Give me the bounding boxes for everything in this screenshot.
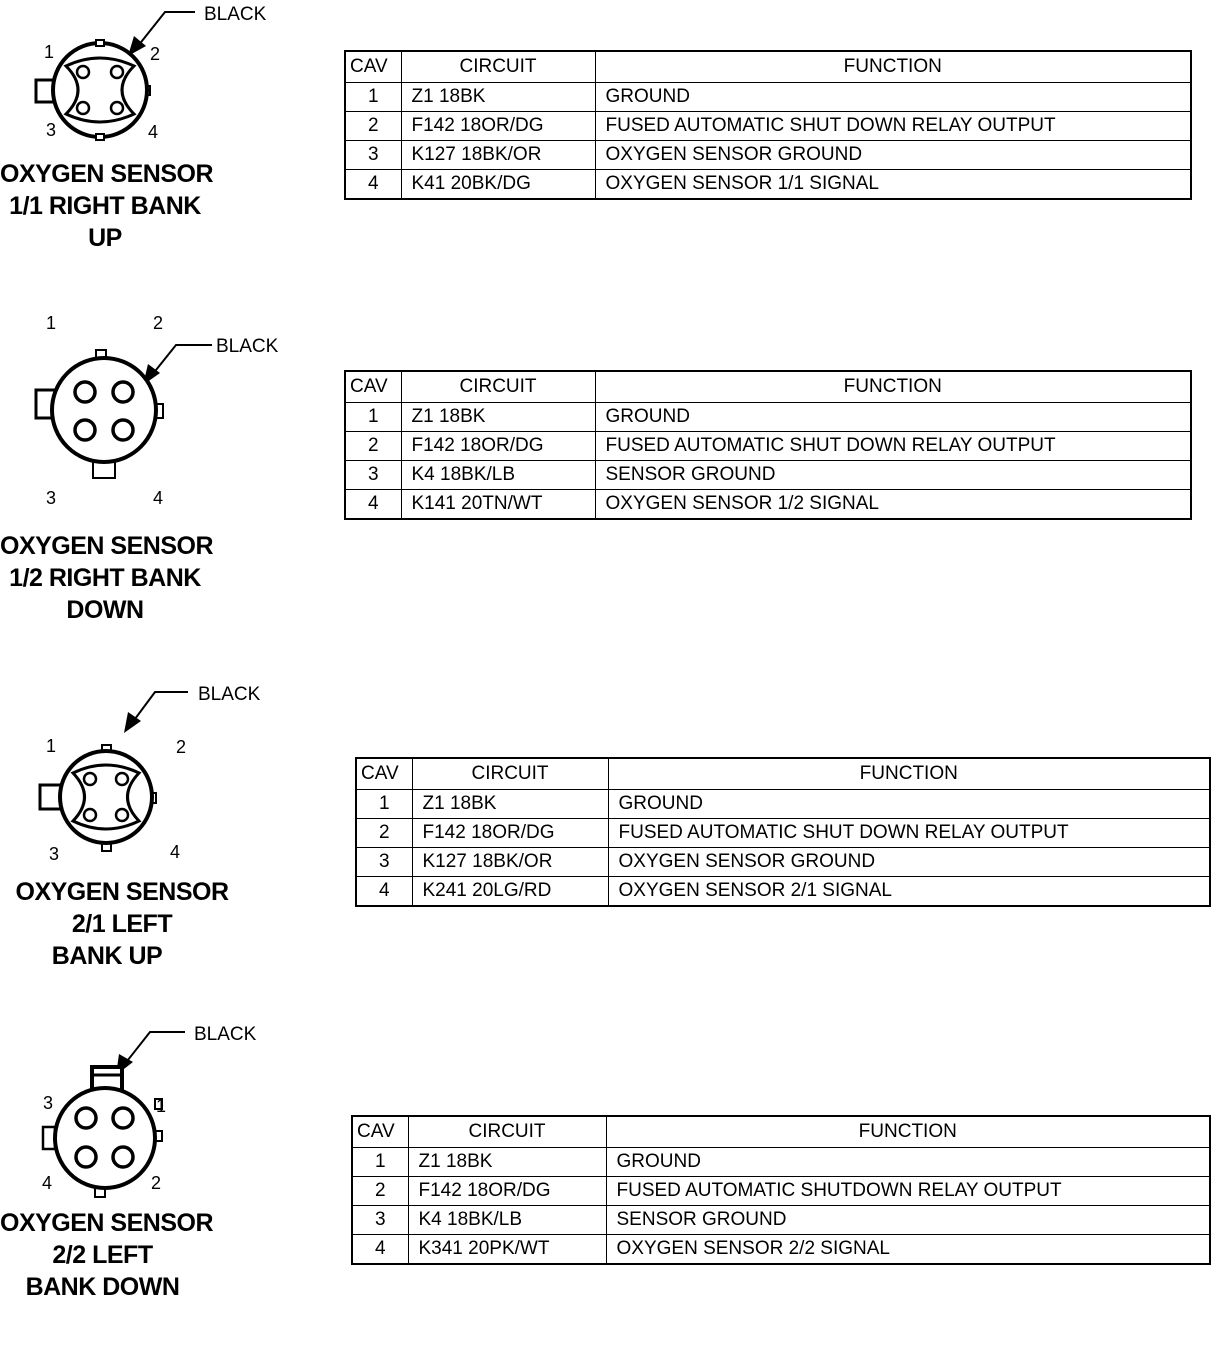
pin-cavity: [111, 66, 123, 78]
color-label: BLACK: [194, 1024, 257, 1045]
table-header-row: [345, 371, 1191, 403]
pinout-table: [344, 370, 1192, 520]
header-function: FUNCTION: [595, 371, 1191, 403]
pin-number: 4: [42, 1173, 53, 1193]
table-row: 4 K41 20BK/DG OXYGEN SENSOR 1/1 SIGNAL: [345, 170, 1191, 200]
pin-number: 3: [49, 844, 60, 864]
header-cav: CAV: [356, 758, 412, 790]
table-row: 3 K127 18BK/OR OXYGEN SENSOR GROUND: [356, 848, 1210, 877]
leader-arrow: [124, 1032, 185, 1065]
connector-title: OXYGEN SENSOR 2/1 LEFT BANK UP: [15, 878, 229, 970]
table-row: 4 K241 20LG/RD OXYGEN SENSOR 2/1 SIGNAL: [356, 877, 1210, 907]
pin-number: 2: [153, 313, 164, 333]
leader-arrow: [138, 12, 195, 46]
pin-cavity: [111, 102, 123, 114]
pin-cavity: [75, 420, 95, 440]
connector-body: [55, 1088, 155, 1188]
pin-cavity: [77, 102, 89, 114]
table-row: 2 F142 18OR/DG FUSED AUTOMATIC SHUT DOWN RELAY OUTPUT: [345, 432, 1191, 461]
table-row: 1 Z1 18BK GROUND: [352, 1148, 1210, 1177]
table-row: 4 K141 20TN/WT OXYGEN SENSOR 1/2 SIGNAL: [345, 490, 1191, 520]
table-row: 1 Z1 18BK GROUND: [345, 403, 1191, 432]
table-row: 1 Z1 18BK GROUND: [356, 790, 1210, 819]
pin-number: 4: [148, 122, 159, 142]
pin-cavity: [76, 1108, 96, 1128]
color-label: BLACK: [216, 336, 279, 357]
header-cav: CAV: [345, 51, 401, 83]
pin-cavity: [76, 1147, 96, 1167]
pin-cavity: [75, 382, 95, 402]
header-circuit: CIRCUIT: [412, 758, 608, 790]
pin-number: 1: [46, 736, 57, 756]
pin-cavity: [77, 66, 89, 78]
pin-number: 4: [153, 488, 164, 508]
connector-diagram: [0, 0, 300, 300]
connector-body: [52, 358, 156, 462]
pin-cavity: [113, 1147, 133, 1167]
pin-number: 3: [46, 488, 57, 508]
pin-cavity: [116, 773, 128, 785]
table-row: 3 K4 18BK/LB SENSOR GROUND: [352, 1206, 1210, 1235]
pin-cavity: [113, 382, 133, 402]
table-header-row: [352, 1116, 1210, 1148]
table-row: 3 K4 18BK/LB SENSOR GROUND: [345, 461, 1191, 490]
pin-number: 1: [156, 1096, 167, 1116]
table-header-row: [345, 51, 1191, 83]
leader-arrow: [132, 692, 188, 723]
connector-1-1-right-bank-up: [0, 0, 300, 300]
header-cav: CAV: [352, 1116, 408, 1148]
pin-number: 2: [151, 1173, 162, 1193]
table-row: 2 F142 18OR/DG FUSED AUTOMATIC SHUT DOWN RELAY OUTPUT: [345, 112, 1191, 141]
table-row: 4 K341 20PK/WT OXYGEN SENSOR 2/2 SIGNAL: [352, 1235, 1210, 1265]
pin-cavity: [84, 809, 96, 821]
connector-title: OXYGEN SENSOR 2/2 LEFT BANK DOWN: [0, 1209, 213, 1301]
header-function: FUNCTION: [606, 1116, 1210, 1148]
header-cav: CAV: [345, 371, 401, 403]
color-label: BLACK: [204, 4, 267, 25]
pin-number: 3: [43, 1093, 54, 1113]
pin-cavity: [113, 1108, 133, 1128]
header-function: FUNCTION: [608, 758, 1210, 790]
connector-title: OXYGEN SENSOR 1/2 RIGHT BANK DOWN: [0, 532, 213, 624]
pin-cavity: [113, 420, 133, 440]
pin-number: 1: [46, 313, 57, 333]
connector-title: OXYGEN SENSOR 1/1 RIGHT BANK UP: [0, 160, 213, 252]
table-row: 1 Z1 18BK GROUND: [345, 83, 1191, 112]
table-header-row: [356, 758, 1210, 790]
pin-cavity: [84, 773, 96, 785]
table-row: 2 F142 18OR/DG FUSED AUTOMATIC SHUTDOWN RELAY OUTPUT: [352, 1177, 1210, 1206]
pin-number: 2: [176, 737, 187, 757]
pin-number: 4: [170, 842, 181, 862]
pinout-table: [355, 757, 1211, 907]
pin-number: 1: [44, 42, 55, 62]
table-row: 3 K127 18BK/OR OXYGEN SENSOR GROUND: [345, 141, 1191, 170]
header-circuit: CIRCUIT: [408, 1116, 606, 1148]
pin-number: 2: [150, 44, 161, 64]
header-circuit: CIRCUIT: [401, 371, 595, 403]
header-circuit: CIRCUIT: [401, 51, 595, 83]
pinout-table: [351, 1115, 1211, 1265]
leader-arrow: [152, 345, 212, 375]
pin-cavity: [116, 809, 128, 821]
table-row: 2 F142 18OR/DG FUSED AUTOMATIC SHUT DOWN RELAY OUTPUT: [356, 819, 1210, 848]
pinout-table: [344, 50, 1192, 200]
header-function: FUNCTION: [595, 51, 1191, 83]
color-label: BLACK: [198, 684, 261, 705]
pin-number: 3: [46, 120, 57, 140]
